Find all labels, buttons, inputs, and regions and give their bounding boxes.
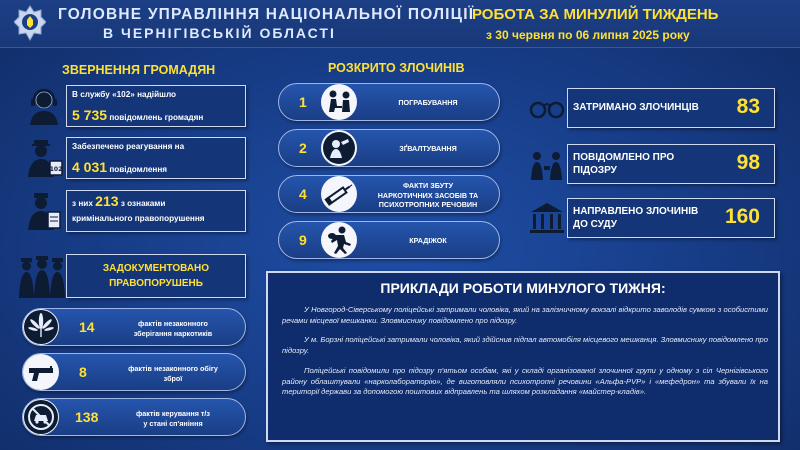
header-title-line1: ГОЛОВНЕ УПРАВЛІННЯ НАЦІОНАЛЬНОЇ ПОЛІЦІЇ xyxy=(58,6,475,23)
operator-headset-icon xyxy=(22,85,66,127)
calls-pre: В службу «102» надійшло xyxy=(72,90,177,99)
solved-title: РОЗКРИТО ЗЛОЧИНІВ xyxy=(328,61,465,75)
documented-item-drunk-driving xyxy=(22,398,246,436)
weapons-line1: фактів незаконного обігу xyxy=(128,364,218,373)
documented-title-line2: ПРАВОПОРУШЕНЬ xyxy=(109,278,203,289)
stat-card-suspicion xyxy=(527,144,775,184)
drunk-driving-line1: фактів керування т/з xyxy=(136,409,210,418)
robbery-label: ПОГРАБУВАННЯ xyxy=(398,98,458,107)
assault-icon xyxy=(321,130,357,166)
drug-trafficking-value: 4 xyxy=(299,186,307,202)
robbery-icon xyxy=(321,84,357,120)
weapons-line2: зброї xyxy=(163,373,183,383)
detained-value: 83 xyxy=(736,95,760,118)
no-drunk-driving-icon xyxy=(23,399,59,435)
assault-label: ЗҐВАЛТУВАННЯ xyxy=(399,144,457,153)
court-value: 160 xyxy=(724,205,760,228)
response-pre: Забезпечено реагування на xyxy=(72,142,185,151)
example-paragraph-3: Поліцейські повідомили про підозру п'ятьом особам, які у складі організованої злочинної групи у одному з сіл Чернігівського району облаштували «нарколабораторію», де виготовляли психотропні речовини «Альфа-PVP» і «мефедрон» та збували їх на території держави за допомогою поштових відправлень та шляхом розкладання «майстер-кладів». xyxy=(282,366,768,397)
criminal-pre-a: з них xyxy=(72,199,93,208)
calls-post: повідомлень громадян xyxy=(109,113,204,122)
appeals-title: ЗВЕРНЕННЯ ГРОМАДЯН xyxy=(62,63,216,77)
theft-label: КРАДІЖОК xyxy=(409,236,447,245)
header-bar xyxy=(0,0,800,48)
solved-item-assault xyxy=(278,129,500,167)
documented-title-line1: ЗАДОКУМЕНТОВАНО xyxy=(102,263,210,274)
drug-trafficking-label-line2: НАРКОТИЧНИХ ЗАСОБІВ ТА xyxy=(377,190,479,200)
police-badge-icon xyxy=(14,5,46,43)
example-paragraph-1: У Новгород-Сіверському поліцейські затримали чоловіка, який на залізничному вокзалі відкрито заволодів сумкою з особистими речами місцевої мешканки. Зловмиснику повідомлено про підозру. xyxy=(282,305,768,325)
svg-text:102: 102 xyxy=(49,166,63,173)
appeals-card-response xyxy=(22,137,246,179)
police-officer-icon xyxy=(22,137,66,179)
syringe-icon xyxy=(321,176,357,212)
theft-value: 9 xyxy=(299,232,307,248)
solved-item-drug-trafficking xyxy=(278,175,500,213)
weapons-value: 8 xyxy=(79,364,87,380)
stat-card-court xyxy=(527,198,775,238)
criminal-post: кримінального правопорушення xyxy=(72,214,205,223)
thief-running-icon xyxy=(321,222,357,258)
robbery-value: 1 xyxy=(299,94,307,110)
period-label: з 30 червня по 06 липня 2025 року xyxy=(486,28,690,42)
suspicion-value: 98 xyxy=(736,151,760,174)
drunk-driving-value: 138 xyxy=(75,409,99,425)
suspicion-label-line2: ПІДОЗРУ xyxy=(573,165,617,176)
police-clipboard-icon xyxy=(22,190,66,232)
response-number: 4 031 xyxy=(72,159,108,175)
drunk-driving-line2: у стані сп'яніння xyxy=(143,418,203,428)
response-post: повідомлення xyxy=(109,165,168,174)
assault-value: 2 xyxy=(299,140,307,156)
examples-panel xyxy=(266,271,780,442)
cannabis-leaf-icon xyxy=(23,309,59,345)
drug-trafficking-label-line1: ФАКТИ ЗБУТУ xyxy=(402,181,454,190)
criminal-number: 213 xyxy=(95,193,119,209)
court-label-line2: ДО СУДУ xyxy=(573,219,617,230)
stat-card-detained xyxy=(527,88,775,128)
suspicion-label-line1: ПОВІДОМЛЕНО ПРО xyxy=(573,152,675,163)
appeals-card-criminal xyxy=(22,190,246,232)
court-label-line1: НАПРАВЛЕНО ЗЛОЧИНІВ xyxy=(573,206,699,217)
appeals-card-calls xyxy=(22,85,246,127)
drugs-line2: зберігання наркотиків xyxy=(133,328,213,338)
interrogation-icon xyxy=(527,144,567,184)
solved-item-theft xyxy=(278,221,500,259)
detained-label: ЗАТРИМАНО ЗЛОЧИНЦІВ xyxy=(573,102,699,113)
drugs-line1: фактів незаконного xyxy=(138,319,208,328)
documented-item-drugs xyxy=(22,308,246,346)
handcuffs-icon xyxy=(527,88,567,128)
solved-item-robbery xyxy=(278,83,500,121)
documented-item-weapons xyxy=(22,353,246,391)
police-group-icon xyxy=(18,254,66,298)
documented-title-box xyxy=(66,254,246,298)
criminal-pre-b: з ознаками xyxy=(120,199,166,208)
pistol-icon xyxy=(23,354,59,390)
drugs-value: 14 xyxy=(79,319,95,335)
week-title: РОБОТА ЗА МИНУЛИЙ ТИЖДЕНЬ xyxy=(472,6,719,23)
example-paragraph-2: У м. Борзні поліцейські затримали чоловіка, який здійснив підпал автомобіля місцевого мешканця. Зловмиснику повідомлено про підозру. xyxy=(282,335,768,355)
header-title-line2: В ЧЕРНІГІВСЬКІЙ ОБЛАСТІ xyxy=(103,25,336,41)
drug-trafficking-label-line3: ПСИХОТРОПНИХ РЕЧОВИН xyxy=(378,200,478,209)
courthouse-icon xyxy=(527,198,567,238)
calls-number: 5 735 xyxy=(72,107,108,123)
examples-title: ПРИКЛАДИ РОБОТИ МИНУЛОГО ТИЖНЯ: xyxy=(380,280,666,296)
